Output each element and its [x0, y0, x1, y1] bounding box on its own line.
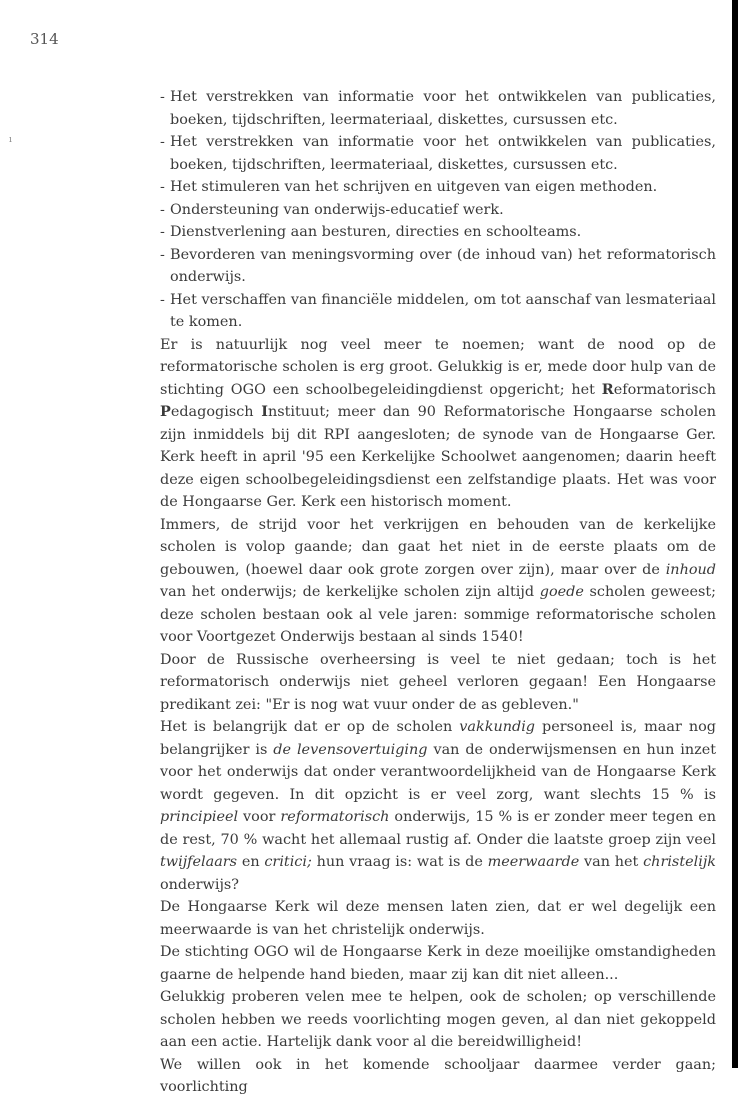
list-item: - Het verstrekken van informatie voor het ontwikkelen van publicaties, boeken, tijdschriften, leermateriaal, diskettes, cursussen etc. [160, 86, 716, 131]
paragraph: De stichting OGO wil de Hongaarse Kerk in deze moeilijke omstandigheden gaarne de helpende hand bieden, maar zij kan dit niet alleen... [160, 944, 716, 983]
list-item: - Ondersteuning van onderwijs-educatief werk. [160, 199, 716, 222]
paragraph: We willen ook in het komende schooljaar daarmee verder gaan; voorlichting [160, 1056, 716, 1095]
list-item: - Bevorderen van meningsvorming over (de inhoud van) het reformatorisch onderwijs. [160, 244, 716, 289]
paragraph: De Hongaarse Kerk wil deze mensen laten zien, dat er wel degelijk een meerwaarde is van het christelijk onderwijs. [160, 899, 716, 938]
paragraph: Het is belangrijk dat er op de scholen vakkundig personeel is, maar nog belangrijker is de levensovertuiging van de onderwijsmensen en hun inzet voor het onderwijs dat onder verantwoordelijkheid van de Hongaarse Kerk wordt gegeven. In dit opzicht is er veel zorg, want slechts 15 % is principieel voor reformatorisch onderwijs, 15 % is er zonder meer tegen en de rest, 70 % wacht het allemaal rustig af. Onder die laatste groep zijn veel twijfelaars en critici; hun vraag is: wat is de meerwaarde van het christelijk onderwijs? [160, 719, 717, 893]
paragraph: Er is natuurlijk nog veel meer te noemen; want de nood op de reformatorische scholen is erg groot. Gelukkig is er, mede door hulp van de stichting OGO een schoolbegeleidingdienst opgericht; het Reformatorisch Pedagogisch Instituut; meer dan 90 Reformatorische Hongaarse scholen zijn inmiddels bij dit RPI aangesloten; de synode van de Hongaarse Ger. Kerk heeft in april '95 een Kerkelijke Schoolwet aangenomen; daarin heeft deze eigen schoolbegeleidingsdienst een zelfstandige plaats. Het was voor de Hongaarse Ger. Kerk een historisch moment. [160, 336, 716, 510]
list-item: - Het verschaffen van financiële middelen, om tot aanschaf van lesmateriaal te komen. [160, 289, 716, 334]
paragraph: Immers, de strijd voor het verkrijgen en behouden van de kerkelijke scholen is volop gaande; dan gaat het niet in de eerste plaats om de gebouwen, (hoewel daar ook grote zorgen over zijn), maar over de inhoud van het onderwijs; de kerkelijke scholen zijn altijd goede scholen geweest; deze scholen bestaan ook al vele jaren: sommige reformatorische scholen voor Voortgezet Onderwijs bestaan al sinds 1540! [160, 516, 716, 645]
margin-mark: ı [9, 135, 12, 145]
paragraph: Door de Russische overheersing is veel te niet gedaan; toch is het reformatorisch onderwijs niet geheel verloren gegaan! Een Hongaarse predikant zei: "Er is nog wat vuur onder de as gebleven." [160, 651, 716, 713]
goals-list [160, 86, 716, 334]
page-number: 314 [30, 30, 59, 48]
page-body [160, 86, 716, 1099]
list-item: - Het stimuleren van het schrijven en uitgeven van eigen methoden. [160, 176, 716, 199]
paragraph: Gelukkig proberen velen mee te helpen, ook de scholen; op verschillende scholen hebben we reeds voorlichting mogen geven, al dan niet gekoppeld aan een actie. Hartelijk dank voor al die bereidwilligheid! [160, 989, 716, 1050]
page-edge-bar [732, 0, 738, 1068]
list-item: - Het verstrekken van informatie voor het ontwikkelen van publicaties, boeken, tijdschriften, leermateriaal, diskettes, cursussen etc. [160, 131, 716, 176]
list-item: - Dienstverlening aan besturen, directies en schoolteams. [160, 221, 716, 244]
